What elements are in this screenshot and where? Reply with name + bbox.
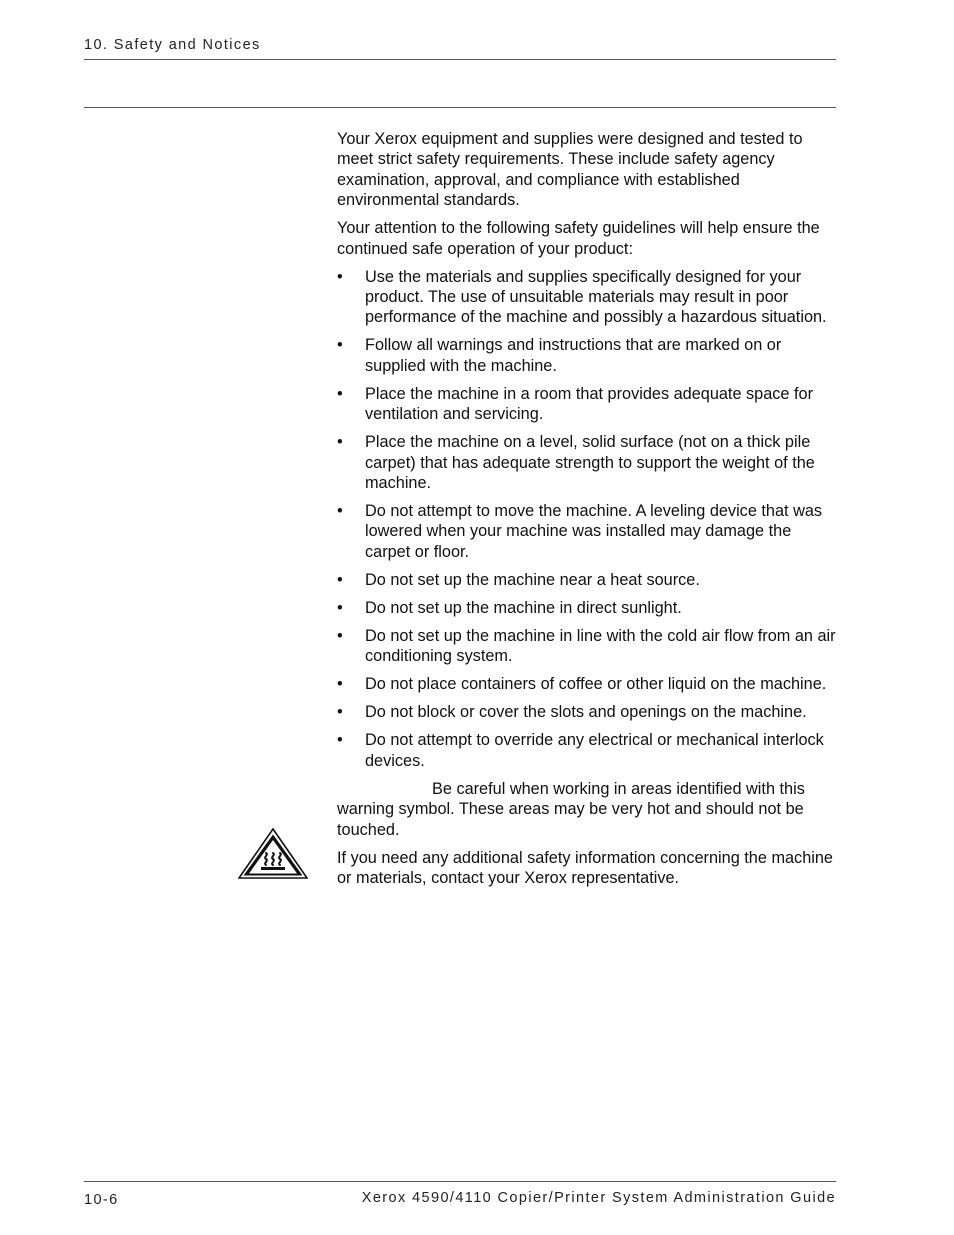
safety-guideline-list bbox=[337, 267, 837, 771]
body-column bbox=[337, 129, 837, 896]
list-item bbox=[337, 626, 837, 667]
list-item bbox=[337, 335, 837, 376]
bullet-mark: • bbox=[337, 267, 343, 286]
list-item bbox=[337, 501, 837, 562]
bullet-mark: • bbox=[337, 731, 343, 750]
list-item-text: Use the materials and supplies specifically designed for your product. The use of unsuitable materials may result in poor performance of the machine and possibly a hazardous situation. bbox=[365, 267, 827, 327]
list-item bbox=[337, 267, 837, 328]
bullet-mark: • bbox=[337, 703, 343, 722]
list-item-text: Do not attempt to move the machine. A leveling device that was lowered when your machine was installed may damage the carpet or floor. bbox=[365, 502, 823, 561]
list-item bbox=[337, 598, 837, 618]
list-item-text: Do not set up the machine in line with the cold air flow from an air conditioning system. bbox=[365, 626, 836, 666]
list-item-text: Do not attempt to override any electrical or mechanical interlock devices. bbox=[365, 731, 824, 770]
list-item bbox=[337, 674, 837, 694]
list-item bbox=[337, 730, 837, 771]
bullet-mark: • bbox=[337, 502, 343, 521]
intro-paragraph: Your attention to the following safety guidelines will help ensure the continued safe operation of your product: bbox=[337, 219, 820, 258]
list-item-text: Do not set up the machine near a heat source. bbox=[365, 570, 700, 589]
list-item-text: Do not set up the machine in direct sunlight. bbox=[365, 598, 682, 617]
list-item-text: Follow all warnings and instructions that are marked on or supplied with the machine. bbox=[365, 336, 782, 375]
warning-paragraph: Be careful when working in areas identified with this warning symbol. These areas may be very hot and should not be touched. bbox=[337, 779, 805, 839]
list-item-text: Do not block or cover the slots and openings on the machine. bbox=[365, 703, 807, 722]
list-item bbox=[337, 702, 837, 722]
hot-surface-warning-icon bbox=[238, 828, 308, 880]
list-item-text: Do not place containers of coffee or other liquid on the machine. bbox=[365, 675, 827, 694]
bullet-mark: • bbox=[337, 384, 343, 403]
bullet-mark: • bbox=[337, 433, 343, 452]
bullet-mark: • bbox=[337, 598, 343, 617]
running-header: 10. Safety and Notices bbox=[84, 37, 261, 53]
guide-title: Xerox 4590/4110 Copier/Printer System Administration Guide bbox=[361, 1190, 836, 1206]
bullet-mark: • bbox=[337, 675, 343, 694]
page-number: 10-6 bbox=[84, 1192, 119, 1208]
list-item-text: Place the machine in a room that provides adequate space for ventilation and servicing. bbox=[365, 384, 814, 424]
bullet-mark: • bbox=[337, 570, 343, 589]
footer-rule bbox=[84, 1181, 836, 1182]
list-item bbox=[337, 432, 837, 493]
bullet-mark: • bbox=[337, 336, 343, 355]
section-rule bbox=[84, 107, 836, 108]
closing-paragraph: If you need any additional safety information concerning the machine or materials, contact your Xerox representative. bbox=[337, 848, 833, 887]
header-rule bbox=[84, 59, 836, 60]
list-item bbox=[337, 384, 837, 425]
list-item-text: Place the machine on a level, solid surface (not on a thick pile carpet) that has adequate strength to support the weight of the machine. bbox=[365, 433, 815, 493]
intro-paragraph: Your Xerox equipment and supplies were designed and tested to meet strict safety requirements. These include safety agency examination, approval, and compliance with established environmental standards. bbox=[337, 130, 803, 210]
bullet-mark: • bbox=[337, 626, 343, 645]
list-item bbox=[337, 570, 837, 590]
